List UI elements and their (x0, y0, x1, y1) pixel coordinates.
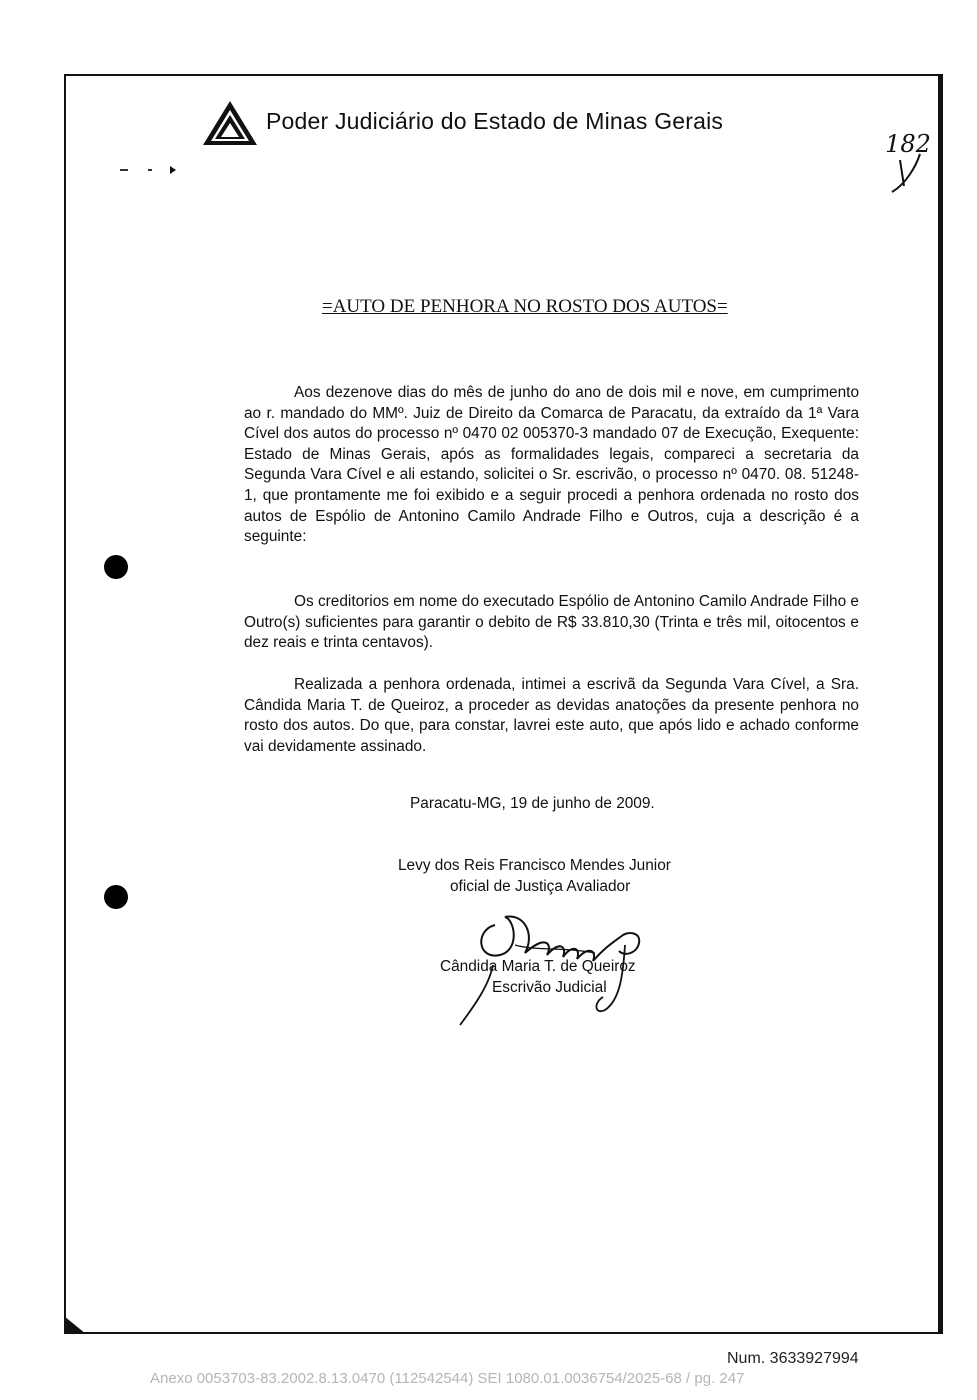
document-number: Num. 3633927994 (727, 1350, 859, 1367)
scan-corner-mark (64, 1316, 86, 1334)
paragraph-1 (244, 383, 859, 548)
punch-hole (104, 885, 128, 909)
handwritten-signature (455, 905, 655, 1030)
footer-stamp: Anexo 0053703-83.2002.8.13.0470 (112542544) SEI 1080.01.0036754/2025-68 / pg. 247 (150, 1370, 745, 1387)
document-title: =AUTO DE PENHORA NO ROSTO DOS AUTOS= (322, 296, 728, 317)
court-header-title: Poder Judiciário do Estado de Minas Gerais (266, 108, 724, 134)
clerk-role: Escrivão Judicial (492, 979, 607, 996)
page-number-text: 182 (885, 130, 931, 158)
triangle-emblem-icon (200, 98, 260, 148)
paragraph-3 (244, 675, 859, 757)
scan-specks (118, 160, 188, 180)
page-border-right-edge (938, 74, 943, 1334)
paragraph-2 (244, 592, 859, 654)
officer-role: oficial de Justiça Avaliador (450, 878, 631, 895)
paragraph-2-text: Os creditorios em nome do executado Espólio de Antonino Camilo Andrade Filho e Outro(s) suficientes para garantir o debito de R$ 33.810,30 (Trinta e três mil, oitocentos e dez reais e trinta centavos). (244, 593, 859, 652)
paragraph-1-text: Aos dezenove dias do mês de junho do ano de dois mil e nove, em cumprimento ao r. mandado do MMº. Juiz de Direito da Comarca de Paracatu, da extraído da 1ª Vara Cível dos autos do processo nº 0470 02 005370-3 mandado 07 de Execução, Exequente: Estado de Minas Gerais, após as formalidades legais, compareci a secretaria da Segunda Vara Cível e ali estando, solicitei o Sr. escrivão, o processo nº 0470. 08. 51248-1, que prontamente me foi exibido e a seguir procedi a penhora ordenada no rosto dos autos de Espólio de Antonino Camilo Andrade Filho e Outros, cuja a descrição é a seguinte: (244, 384, 859, 546)
paragraph-3-text: Realizada a penhora ordenada, intimei a escrivã da Segunda Vara Cível, a Sra. Cândida Maria T. de Queiroz, a proceder as devidas anatoções da presente penhora no rosto dos autos. Do que, para constar, lavrei este auto, que após lido e achado conforme vai devidamente assinado. (244, 676, 859, 755)
clerk-name: Cândida Maria T. de Queiroz (440, 958, 636, 975)
date-line: Paracatu-MG, 19 de junho de 2009. (410, 795, 655, 812)
punch-hole (104, 555, 128, 579)
handwritten-page-number (878, 120, 938, 200)
officer-name: Levy dos Reis Francisco Mendes Junior (398, 857, 671, 874)
